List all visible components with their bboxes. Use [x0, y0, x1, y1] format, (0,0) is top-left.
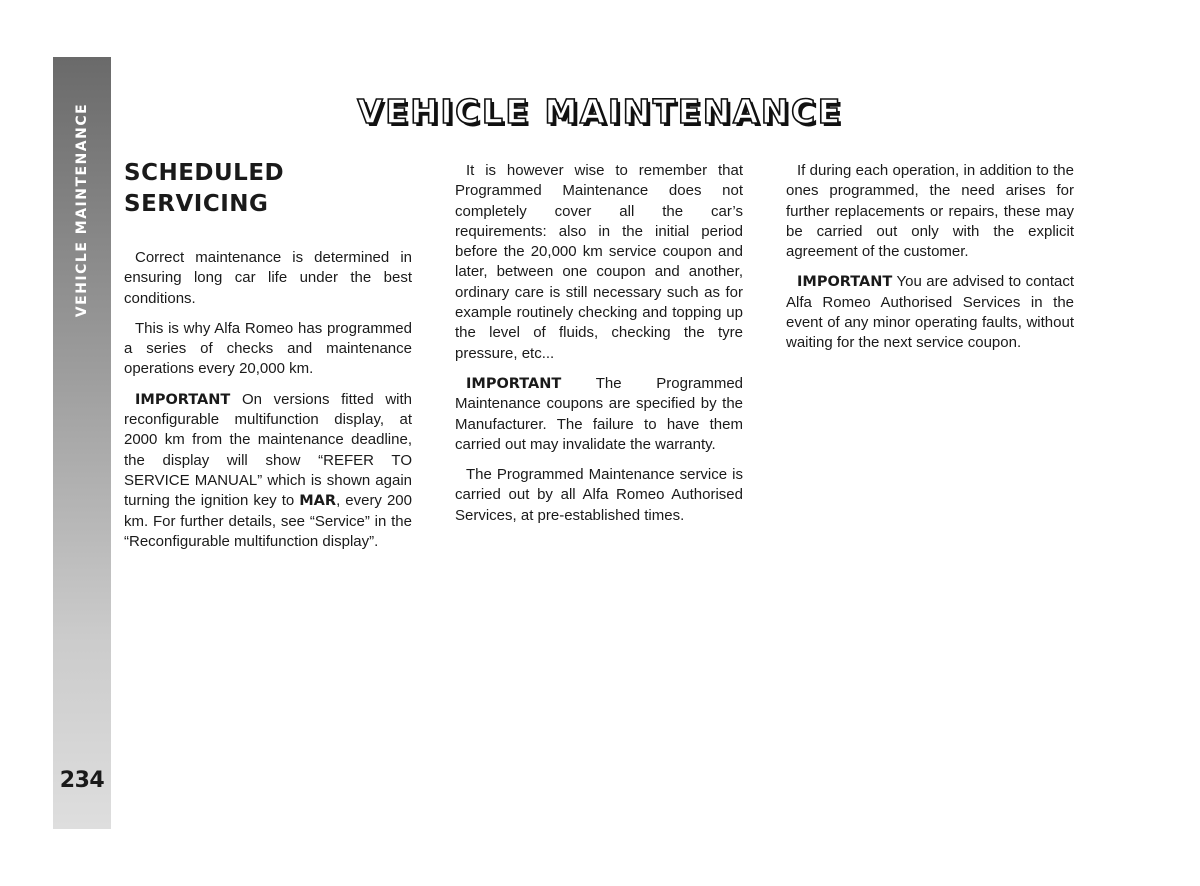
section-heading-line1: SCHEDULED — [124, 160, 285, 186]
sidebar-section-label: VEHICLE MAINTENANCE — [74, 102, 90, 318]
paragraph: Correct maintenance is determined in ensuring long car life under the best conditions. — [124, 249, 412, 307]
paragraph: If during each operation, in addition to the ones programmed, the need arises for further replacements or repairs, these may be carried out only with the explicit agreement of the customer. — [786, 162, 1074, 261]
important-note — [786, 272, 1074, 353]
paragraph: It is however wise to remember that Programmed Maintenance does not completely cover all the car’s requirements: also in the initial period before the 20,000 km service coupon and later, between one coupon and another, ordinary care is still necessary such as for example routinely checking and topping up the level of fluids, checking the tyre pressure, etc... — [455, 162, 743, 362]
note-text: On versions fitted with reconfigurable multifunction display, at 2000 km from the maintenance deadline, the display will show “REFER TO SERVICE MANUAL” which is shown again turning the ignition key to — [124, 390, 412, 510]
text-column-3 — [786, 161, 1074, 364]
note-text: The Programmed Maintenance coupons are specified by the Manufacturer. The failure to have them carried out may invalidate the warranty. — [455, 374, 743, 453]
important-keyword: IMPORTANT — [466, 375, 562, 392]
note-text: You are advised to contact Alfa Romeo Authorised Services in the event of any minor operating faults, without waiting for the next service coupon. — [786, 273, 1074, 352]
important-keyword: IMPORTANT — [135, 391, 231, 408]
section-heading-line2: SERVICING — [124, 191, 269, 217]
page-number: 234 — [59, 768, 105, 793]
text-column-1 — [124, 248, 412, 562]
paragraph: The Programmed Maintenance service is carried out by all Alfa Romeo Authorised Services, at pre-established times. — [455, 466, 743, 524]
section-heading — [124, 158, 344, 220]
important-note — [455, 374, 743, 455]
important-note — [124, 390, 412, 552]
text-column-2 — [455, 161, 743, 536]
ignition-key-position: MAR — [299, 493, 337, 510]
page-title: VEHICLE MAINTENANCE — [357, 92, 843, 131]
important-keyword: IMPORTANT — [797, 274, 893, 291]
note-text: , every 200 km. For further details, see “Service” in the “Reconfigurable multifunction display”. — [124, 492, 412, 550]
paragraph: This is why Alfa Romeo has programmed a series of checks and maintenance operations every 20,000 km. — [124, 319, 412, 378]
